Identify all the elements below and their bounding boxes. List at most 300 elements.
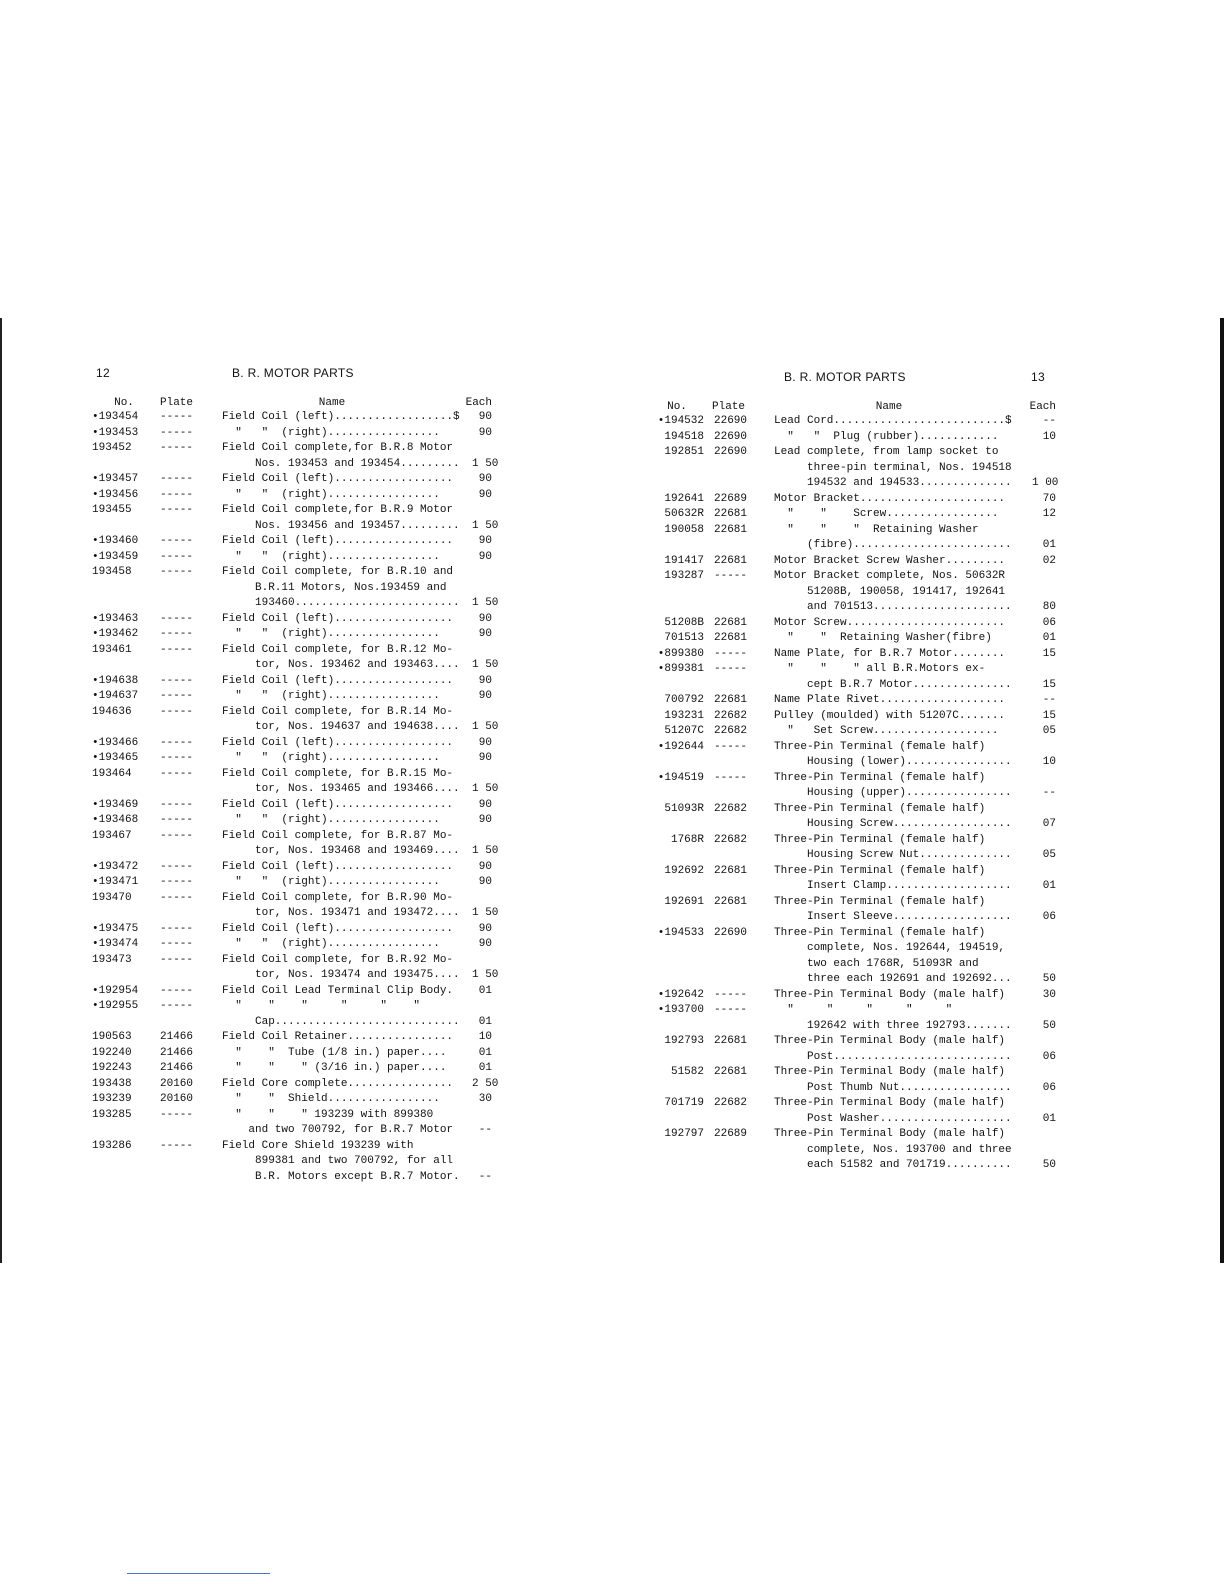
plate-cell: [156, 984, 222, 1000]
price-each: 50: [1042, 973, 1056, 985]
part-number: •193472: [92, 860, 139, 873]
table-row: [646, 771, 1066, 802]
plate-cell: [708, 616, 774, 632]
part-name-line: Three-Pin Terminal (female half): [774, 833, 986, 846]
price-each: 15: [1042, 709, 1056, 722]
part-name-cell: [222, 472, 472, 488]
part-number-cell: [646, 414, 708, 430]
price-cell: [472, 1108, 492, 1139]
part-name-line: three-pin terminal, Nos. 194518: [774, 461, 1012, 474]
price-spacer: [1032, 1096, 1056, 1112]
price-each: 90: [478, 752, 492, 764]
part-name-line: Three-Pin Terminal (female half): [774, 740, 986, 753]
plate-cell: [156, 410, 222, 426]
part-number-cell: [92, 922, 156, 938]
right-table-header: [646, 400, 1066, 414]
part-number: 194636: [92, 705, 132, 718]
price-cell: [472, 798, 492, 814]
plate-cell: [156, 472, 222, 488]
part-number: 193231: [664, 709, 704, 722]
plate-number: 22682: [714, 725, 748, 737]
price-spacer: [1032, 740, 1056, 756]
price-cell: [1032, 895, 1056, 926]
part-number-cell: [92, 689, 156, 705]
part-name-line: Motor Screw........................: [774, 616, 1006, 629]
part-name-cell: [222, 1061, 472, 1077]
part-number: 192851: [664, 446, 704, 458]
price-cell: [472, 891, 499, 922]
part-name-cell: [774, 693, 1032, 709]
part-name-cell: [774, 1065, 1032, 1096]
part-name-line: Field Coil complete,for B.R.9 Motor: [222, 504, 454, 516]
plate-cell: [156, 736, 222, 752]
part-name-cell: [222, 798, 472, 814]
plate-number: -----: [160, 628, 194, 640]
part-name-cell: [222, 829, 472, 860]
part-number: •193465: [92, 752, 139, 764]
table-row: [92, 643, 502, 674]
plate-cell: [708, 1003, 774, 1034]
price-spacer: [472, 1108, 492, 1124]
price-spacer: [472, 891, 492, 907]
table-row: [646, 693, 1066, 709]
part-name-cell: [774, 430, 1032, 446]
part-number-cell: [646, 709, 708, 725]
part-name-cell: [774, 895, 1032, 926]
price-each: 90: [478, 612, 492, 625]
plate-cell: [708, 895, 774, 926]
plate-number: 22690: [714, 446, 748, 458]
price-cell: [1032, 771, 1056, 802]
price-spacer: [1032, 802, 1056, 818]
part-name-cell: [222, 410, 472, 426]
price-each: 10: [1042, 756, 1056, 768]
part-number-cell: [646, 833, 708, 864]
price-each: 01: [478, 1015, 492, 1028]
plate-cell: [708, 523, 774, 554]
table-row: [92, 984, 502, 1000]
price-cell: [472, 410, 492, 426]
part-number-cell: [646, 647, 708, 663]
price-cell: [472, 1061, 492, 1077]
part-name-line: " " Screw.................: [774, 508, 999, 520]
part-number: 51208B: [664, 616, 704, 629]
part-number-cell: [92, 410, 156, 426]
part-number: 192692: [664, 864, 704, 877]
part-name-line: 899381 and two 700792, for all: [222, 1155, 454, 1167]
plate-cell: [708, 554, 774, 570]
part-name-cell: [222, 953, 472, 984]
table-row: [92, 1108, 502, 1139]
plate-number: -----: [160, 984, 194, 997]
part-name-cell: [774, 864, 1032, 895]
part-name-line: " " (right).................: [222, 690, 440, 702]
price-cell: [1032, 492, 1056, 508]
table-row: [92, 441, 502, 472]
table-row: [92, 736, 502, 752]
price-cell: [472, 813, 492, 829]
part-name-line: Housing Screw..................: [774, 818, 1012, 830]
table-row: [92, 1077, 502, 1093]
price-each: --: [478, 1170, 492, 1183]
part-number: 192691: [664, 895, 704, 908]
plate-cell: [708, 507, 774, 523]
table-row: [92, 565, 502, 612]
part-number-cell: [646, 988, 708, 1004]
plate-number: 22681: [714, 694, 748, 706]
table-row: [646, 926, 1066, 988]
plate-cell: [156, 937, 222, 953]
price-cell: [472, 643, 499, 674]
table-row: [646, 802, 1066, 833]
price-each: 1 50: [472, 721, 499, 733]
price-each: 1 00: [1032, 477, 1059, 489]
table-row: [646, 647, 1066, 663]
plate-cell: [708, 569, 774, 616]
part-name-cell: [222, 643, 472, 674]
price-each: 06: [1042, 1050, 1056, 1063]
plate-number: 22681: [714, 895, 748, 908]
plate-number: -----: [160, 767, 194, 780]
plate-number: 22690: [714, 415, 748, 427]
part-number: •192954: [92, 984, 139, 997]
price-spacer: [1032, 864, 1056, 880]
price-spacer: [1032, 461, 1056, 477]
plate-cell: [708, 693, 774, 709]
table-row: [92, 813, 502, 829]
part-number-cell: [646, 569, 708, 616]
price-cell: [1032, 724, 1056, 740]
plate-number: -----: [160, 891, 194, 904]
part-name-line: complete, Nos. 192644, 194519,: [774, 942, 1006, 954]
part-number: •193460: [92, 535, 139, 547]
part-name-cell: [222, 674, 472, 690]
plate-number: -----: [160, 550, 194, 563]
price-each: 70: [1042, 492, 1056, 505]
price-cell: [472, 937, 492, 953]
plate-cell: [708, 662, 774, 693]
plate-cell: [156, 426, 222, 442]
plate-cell: [708, 1096, 774, 1127]
left-page-number: 12: [96, 366, 110, 380]
part-number-cell: [92, 705, 156, 736]
plate-cell: [708, 802, 774, 833]
part-name-cell: [774, 1003, 1032, 1034]
part-number-cell: [92, 984, 156, 1000]
part-number: 701513: [664, 632, 704, 644]
part-number: 51582: [670, 1066, 704, 1078]
plate-cell: [156, 612, 222, 628]
table-row: [646, 616, 1066, 632]
part-name-cell: [774, 1127, 1032, 1174]
part-name-line: Housing (lower)................: [774, 756, 1012, 768]
price-spacer: [1032, 523, 1056, 539]
price-spacer: [1032, 771, 1056, 787]
price-each: 15: [1042, 647, 1056, 660]
price-cell: [1032, 709, 1056, 725]
part-number-cell: [646, 492, 708, 508]
plate-number: 22681: [714, 616, 748, 629]
table-row: [646, 724, 1066, 740]
plate-number: -----: [714, 1004, 748, 1016]
price-each: 07: [1042, 818, 1056, 830]
footer-underline: [127, 1573, 270, 1574]
part-name-line: Motor Bracket complete, Nos. 50632R: [774, 570, 1006, 582]
part-number: 1768R: [670, 833, 704, 846]
price-cell: [472, 1030, 492, 1046]
part-name-line: Name Plate, for B.R.7 Motor........: [774, 647, 1006, 660]
plate-number: 22689: [714, 1128, 748, 1140]
part-name-line: and 701513.....................: [774, 601, 1012, 613]
part-name-line: " " Retaining Washer(fibre): [774, 632, 992, 644]
price-cell: [1032, 445, 1059, 492]
part-number: 193461: [92, 643, 132, 656]
price-each: 06: [1042, 616, 1056, 629]
plate-cell: [156, 1061, 222, 1077]
plate-cell: [708, 1065, 774, 1096]
plate-number: 22682: [714, 802, 748, 815]
part-number-cell: [92, 1077, 156, 1093]
left-page-header: [92, 366, 502, 382]
part-number-cell: [92, 426, 156, 442]
price-cell: [1032, 926, 1056, 988]
part-name-line: Housing Screw Nut..............: [774, 849, 1012, 861]
part-number: •193457: [92, 473, 139, 485]
plate-cell: [156, 488, 222, 504]
part-name-cell: [222, 1046, 472, 1062]
table-row: [646, 833, 1066, 864]
part-name-cell: [222, 689, 472, 705]
part-name-line: Lead complete, from lamp socket to: [774, 446, 999, 458]
plate-cell: [156, 891, 222, 922]
part-number-cell: [92, 643, 156, 674]
price-each: 15: [1042, 678, 1056, 691]
plate-cell: [156, 875, 222, 891]
table-row: [92, 410, 502, 426]
part-number-cell: [92, 550, 156, 566]
price-cell: [1032, 740, 1056, 771]
price-cell: [472, 984, 492, 1000]
part-name-cell: [222, 922, 472, 938]
part-name-cell: [774, 833, 1032, 864]
part-name-line: each 51582 and 701719..........: [774, 1159, 1012, 1171]
part-number-cell: [92, 534, 156, 550]
part-name-line: Nos. 193453 and 193454.........: [222, 457, 460, 470]
part-number: 193452: [92, 442, 132, 454]
part-number: •193475: [92, 922, 139, 935]
part-number-cell: [92, 441, 156, 472]
part-name-line: Three-Pin Terminal (female half): [774, 802, 986, 815]
part-number: 50632R: [664, 508, 704, 520]
part-name-cell: [222, 488, 472, 504]
plate-cell: [156, 922, 222, 938]
price-each: 90: [478, 814, 492, 826]
plate-number: -----: [160, 442, 194, 454]
plate-number: -----: [160, 860, 194, 873]
table-row: [92, 937, 502, 953]
price-spacer: [1032, 662, 1056, 678]
price-spacer: [472, 829, 492, 845]
col-header-plate: Plate: [160, 397, 194, 409]
plate-number: 22682: [714, 833, 748, 846]
part-number-cell: [92, 999, 156, 1030]
price-each: 1 50: [472, 457, 499, 470]
plate-number: -----: [160, 1139, 194, 1152]
plate-cell: [156, 767, 222, 798]
part-number-cell: [646, 693, 708, 709]
plate-number: -----: [160, 535, 194, 547]
part-name-cell: [222, 705, 472, 736]
price-cell: [472, 751, 492, 767]
part-number: •193462: [92, 628, 139, 640]
plate-number: 22681: [714, 554, 748, 567]
left-page: [92, 366, 502, 1185]
price-spacer: [472, 767, 492, 783]
part-number: •899380: [657, 647, 704, 660]
part-number: 193464: [92, 767, 132, 780]
part-name-cell: [774, 802, 1032, 833]
part-name-line: Three-Pin Terminal Body (male half): [774, 1066, 1006, 1078]
col-header-name: Name: [318, 397, 346, 409]
price-each: 1 50: [472, 519, 499, 532]
price-cell: [472, 860, 492, 876]
plate-number: 22681: [714, 523, 748, 536]
price-each: 1 50: [472, 845, 499, 857]
part-number: •193454: [92, 411, 139, 423]
price-each: 1 50: [472, 597, 499, 609]
table-row: [92, 751, 502, 767]
part-number: •193474: [92, 938, 139, 950]
price-cell: [1032, 1003, 1056, 1034]
part-name-cell: [222, 426, 472, 442]
table-row: [646, 1127, 1066, 1174]
table-row: [646, 1034, 1066, 1065]
plate-number: -----: [160, 473, 194, 485]
part-number: 193286: [92, 1139, 132, 1152]
part-number: 192797: [664, 1128, 704, 1140]
price-each: 90: [478, 736, 492, 749]
price-cell: [1032, 554, 1056, 570]
price-spacer: [1032, 569, 1056, 585]
plate-cell: [708, 740, 774, 771]
plate-cell: [708, 430, 774, 446]
table-row: [92, 612, 502, 628]
part-number: 191417: [664, 554, 704, 567]
right-table-body: [646, 414, 1066, 1174]
part-number-cell: [646, 616, 708, 632]
part-name-cell: [222, 767, 472, 798]
part-name-line: Pulley (moulded) with 51207C.......: [774, 709, 1006, 722]
part-name-cell: [222, 813, 472, 829]
part-name-line: " " (right).................: [222, 426, 440, 439]
part-name-cell: [774, 926, 1032, 988]
part-name-line: Field Coil complete, for B.R.10 and: [222, 566, 454, 578]
part-number: •194533: [657, 926, 704, 939]
plate-cell: [708, 631, 774, 647]
price-spacer: [1032, 833, 1056, 849]
part-name-line: " " " Retaining Washer: [774, 523, 979, 536]
price-each: 1 50: [472, 907, 499, 919]
plate-cell: [708, 724, 774, 740]
part-name-line: Three-Pin Terminal (female half): [774, 926, 986, 939]
price-each: 80: [1042, 601, 1056, 613]
part-name-line: Nos. 193456 and 193457.........: [222, 519, 460, 532]
part-number-cell: [646, 1127, 708, 1174]
price-each: 1 50: [472, 969, 499, 981]
part-name-line: 192642 with three 192793.......: [774, 1019, 1012, 1032]
table-row: [92, 1092, 502, 1108]
part-number-cell: [92, 1061, 156, 1077]
left-scan-edge: [0, 318, 2, 1263]
part-number-cell: [92, 1046, 156, 1062]
part-number: •193463: [92, 612, 139, 625]
price-each: 10: [1042, 430, 1056, 443]
table-row: [646, 631, 1066, 647]
part-number: 193455: [92, 504, 132, 516]
part-number-cell: [646, 740, 708, 771]
table-row: [646, 1003, 1066, 1034]
col-header-each: Each: [465, 397, 492, 409]
table-row: [92, 891, 502, 922]
price-spacer: [472, 705, 492, 721]
price-each: 06: [1042, 1081, 1056, 1094]
price-each: 90: [478, 550, 492, 563]
part-name-line: " " (right).................: [222, 488, 440, 501]
plate-cell: [708, 771, 774, 802]
table-row: [92, 488, 502, 504]
price-cell: [1032, 864, 1056, 895]
part-name-cell: [222, 612, 472, 628]
part-name-line: Field Coil (left)..................: [222, 674, 454, 687]
plate-number: -----: [714, 771, 748, 784]
price-cell: [472, 472, 492, 488]
col-header-plate: Plate: [712, 401, 746, 413]
table-row: [92, 860, 502, 876]
price-each: 90: [478, 690, 492, 702]
price-each: 90: [478, 535, 492, 547]
price-cell: [472, 1046, 492, 1062]
part-number: 192240: [92, 1046, 132, 1059]
part-name-cell: [222, 891, 472, 922]
price-spacer: [1032, 1127, 1056, 1143]
table-row: [92, 829, 502, 860]
price-cell: [472, 441, 499, 472]
price-spacer: [1032, 1065, 1056, 1081]
price-cell: [472, 953, 499, 984]
right-scan-edge: [1220, 318, 1224, 1263]
plate-number: -----: [160, 504, 194, 516]
part-name-line: Field Coil complete, for B.R.15 Mo-: [222, 767, 454, 780]
part-number-cell: [92, 627, 156, 643]
plate-number: 22682: [714, 709, 748, 722]
part-name-cell: [774, 631, 1032, 647]
table-row: [92, 689, 502, 705]
part-name-line: two each 1768R, 51093R and: [774, 957, 979, 970]
plate-cell: [708, 647, 774, 663]
price-spacer: [1032, 941, 1056, 957]
part-number: 701719: [664, 1097, 704, 1109]
part-number-cell: [92, 1108, 156, 1139]
part-name-cell: [222, 999, 472, 1030]
price-spacer: [472, 441, 492, 457]
table-row: [646, 445, 1066, 492]
part-number: 193467: [92, 829, 132, 842]
price-cell: [472, 550, 492, 566]
col-header-no: No.: [667, 401, 687, 413]
right-parts-table: [646, 400, 1066, 1174]
part-name-cell: [774, 1034, 1032, 1065]
plate-cell: [156, 999, 222, 1030]
